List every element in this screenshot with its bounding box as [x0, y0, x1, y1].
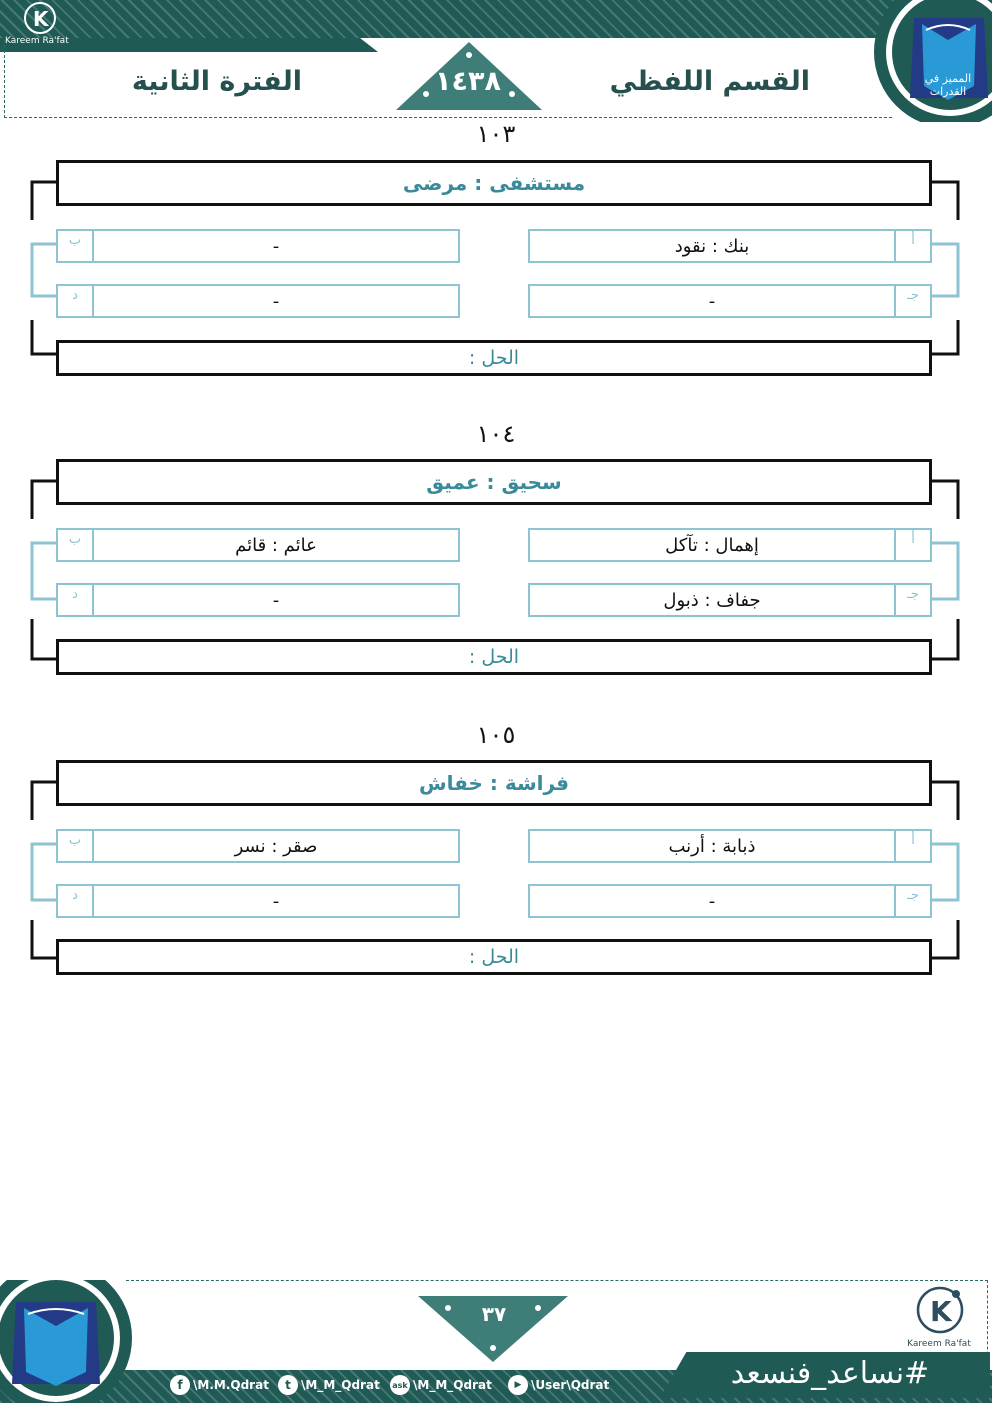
social-twitter[interactable] [278, 1375, 380, 1395]
option-text: إهمال : تآكل [665, 534, 759, 556]
option-text: - [272, 589, 280, 611]
option-b[interactable] [56, 229, 460, 263]
option-letter: أ [894, 530, 930, 560]
option-letter: د [58, 886, 94, 916]
question-number: ١٠٣ [476, 120, 516, 148]
twitter-icon: t [278, 1375, 298, 1395]
option-b[interactable] [56, 528, 460, 562]
ask-icon: ask [390, 1375, 410, 1395]
option-text: - [708, 890, 716, 912]
social-facebook[interactable] [170, 1375, 269, 1395]
brand-k-logo-icon [900, 1284, 980, 1346]
option-letter: جـ [894, 286, 930, 316]
social-handle: \User\Qdrat [531, 1378, 610, 1392]
option-text: عائم : قائم [235, 534, 317, 556]
svg-text:K: K [930, 1295, 952, 1328]
option-text: بنك : نقود [674, 235, 750, 257]
footer-brand-name: Kareem Ra'fat [907, 1339, 971, 1349]
header-brand-name: Kareem Ra'fat [5, 36, 69, 46]
period-title: الفترة الثانية [131, 66, 302, 97]
option-letter: د [58, 286, 94, 316]
option-d[interactable] [56, 583, 460, 617]
option-text: - [272, 890, 280, 912]
option-c[interactable] [528, 284, 932, 318]
solution-box[interactable] [56, 639, 932, 675]
option-text: صقر : نسر [234, 835, 318, 857]
solution-label: الحل : [468, 646, 520, 668]
solution-label: الحل : [468, 946, 520, 968]
hashtag-text: #نساعد_فنسعد [730, 1356, 930, 1391]
option-letter: جـ [894, 886, 930, 916]
social-handle: \M.M.Qdrat [193, 1378, 269, 1392]
option-text: ذبابة : أرنب [668, 835, 756, 857]
solution-label: الحل : [468, 347, 520, 369]
option-text: - [272, 290, 280, 312]
option-text: - [708, 290, 716, 312]
stem-text: فراشة : خفاش [418, 771, 570, 795]
option-letter: جـ [894, 585, 930, 615]
option-c[interactable] [528, 583, 932, 617]
option-text: - [272, 235, 280, 257]
option-letter: ب [58, 530, 94, 560]
stem-text: مستشفى : مرضى [402, 171, 586, 195]
option-d[interactable] [56, 284, 460, 318]
section-title: القسم اللفظي [609, 66, 810, 97]
option-letter: أ [894, 231, 930, 261]
option-a[interactable] [528, 528, 932, 562]
header-logo-text: المميز في القدرات [924, 72, 972, 98]
question-stem [56, 760, 932, 806]
option-letter: ب [58, 231, 94, 261]
option-text: جفاف : ذبول [663, 589, 761, 611]
youtube-icon: ▶ [508, 1375, 528, 1395]
question-number: ١٠٥ [476, 721, 516, 749]
option-letter: ب [58, 831, 94, 861]
solution-box[interactable] [56, 939, 932, 975]
option-a[interactable] [528, 829, 932, 863]
solution-box[interactable] [56, 340, 932, 376]
page-number: ٣٧ [481, 1302, 507, 1326]
question-stem [56, 160, 932, 206]
social-handle: \M_M_Qdrat [301, 1378, 380, 1392]
social-ask[interactable] [390, 1375, 492, 1395]
option-b[interactable] [56, 829, 460, 863]
option-c[interactable] [528, 884, 932, 918]
option-d[interactable] [56, 884, 460, 918]
exam-year: ١٤٣٨ [435, 66, 501, 97]
stem-text: سحيق : عميق [426, 470, 562, 494]
question-stem [56, 459, 932, 505]
social-youtube[interactable] [508, 1375, 609, 1395]
svg-text:K: K [33, 7, 49, 31]
question-number: ١٠٤ [476, 420, 516, 448]
social-handle: \M_M_Qdrat [413, 1378, 492, 1392]
qudrat-book-logo-icon [0, 1280, 134, 1403]
option-letter: أ [894, 831, 930, 861]
qudrat-book-logo-icon [864, 0, 992, 122]
facebook-icon: f [170, 1375, 190, 1395]
option-letter: د [58, 585, 94, 615]
option-a[interactable] [528, 229, 932, 263]
